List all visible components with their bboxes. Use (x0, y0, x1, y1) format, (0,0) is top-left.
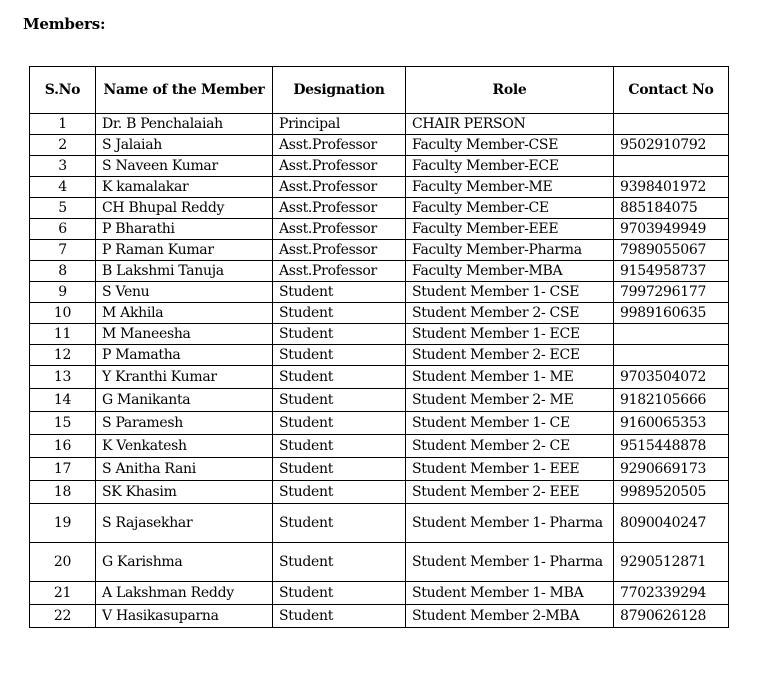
table-row (30, 412, 729, 435)
cell-contact: 9502910792 (614, 135, 729, 156)
cell-name: P Bharathi (96, 219, 273, 240)
cell-sno: 17 (30, 458, 96, 481)
table-header-row (30, 67, 729, 114)
cell-name: G Karishma (96, 543, 273, 582)
table-row (30, 504, 729, 543)
cell-designation: Asst.Professor (273, 135, 406, 156)
cell-role: Student Member 1- MBA (406, 582, 614, 605)
cell-sno: 10 (30, 303, 96, 324)
cell-sno: 2 (30, 135, 96, 156)
cell-name: P Mamatha (96, 345, 273, 366)
cell-role: Student Member 2- EEE (406, 481, 614, 504)
cell-name: V Hasikasuparna (96, 605, 273, 628)
cell-designation: Student (273, 481, 406, 504)
table-row (30, 605, 729, 628)
cell-contact: 885184075 (614, 198, 729, 219)
cell-contact: 9703949949 (614, 219, 729, 240)
cell-sno: 3 (30, 156, 96, 177)
table-row (30, 345, 729, 366)
cell-name: CH Bhupal Reddy (96, 198, 273, 219)
cell-name: SK Khasim (96, 481, 273, 504)
cell-contact: 8090040247 (614, 504, 729, 543)
cell-contact: 9182105666 (614, 389, 729, 412)
cell-sno: 9 (30, 282, 96, 303)
cell-name: G Manikanta (96, 389, 273, 412)
cell-name: Dr. B Penchalaiah (96, 114, 273, 135)
cell-contact: 7989055067 (614, 240, 729, 261)
cell-role: Faculty Member-ECE (406, 156, 614, 177)
cell-role: Student Member 2- CSE (406, 303, 614, 324)
cell-role: Student Member 2-MBA (406, 605, 614, 628)
cell-contact: 7997296177 (614, 282, 729, 303)
column-header-contact: Contact No (614, 67, 729, 114)
cell-designation: Student (273, 366, 406, 389)
cell-sno: 7 (30, 240, 96, 261)
cell-sno: 15 (30, 412, 96, 435)
table-row (30, 114, 729, 135)
cell-designation: Asst.Professor (273, 219, 406, 240)
cell-role: Student Member 1- ME (406, 366, 614, 389)
cell-contact: 9989520505 (614, 481, 729, 504)
cell-designation: Student (273, 582, 406, 605)
cell-sno: 5 (30, 198, 96, 219)
cell-name: B Lakshmi Tanuja (96, 261, 273, 282)
members-table (29, 66, 729, 628)
cell-sno: 20 (30, 543, 96, 582)
cell-designation: Student (273, 543, 406, 582)
table-row (30, 458, 729, 481)
cell-designation: Student (273, 412, 406, 435)
cell-name: K kamalakar (96, 177, 273, 198)
table-row (30, 389, 729, 412)
cell-role: Student Member 1- CE (406, 412, 614, 435)
cell-name: S Anitha Rani (96, 458, 273, 481)
cell-contact: 9398401972 (614, 177, 729, 198)
cell-contact: 9154958737 (614, 261, 729, 282)
table-row (30, 198, 729, 219)
cell-contact (614, 156, 729, 177)
cell-contact: 9989160635 (614, 303, 729, 324)
cell-role: Faculty Member-EEE (406, 219, 614, 240)
cell-designation: Asst.Professor (273, 156, 406, 177)
cell-name: S Naveen Kumar (96, 156, 273, 177)
table-row (30, 282, 729, 303)
cell-role: Faculty Member-CSE (406, 135, 614, 156)
cell-designation: Student (273, 389, 406, 412)
cell-name: S Jalaiah (96, 135, 273, 156)
cell-role: Student Member 1- EEE (406, 458, 614, 481)
cell-role: Student Member 2- ME (406, 389, 614, 412)
table-body (30, 114, 729, 628)
cell-sno: 16 (30, 435, 96, 458)
cell-sno: 14 (30, 389, 96, 412)
cell-sno: 22 (30, 605, 96, 628)
page-heading: Members: (23, 15, 106, 33)
table-row (30, 177, 729, 198)
cell-sno: 11 (30, 324, 96, 345)
column-header-name: Name of the Member (96, 67, 273, 114)
table-row (30, 435, 729, 458)
table-row (30, 481, 729, 504)
table-row (30, 261, 729, 282)
cell-contact: 9703504072 (614, 366, 729, 389)
cell-designation: Asst.Professor (273, 240, 406, 261)
cell-sno: 4 (30, 177, 96, 198)
column-header-role: Role (406, 67, 614, 114)
cell-contact: 7702339294 (614, 582, 729, 605)
cell-designation: Student (273, 435, 406, 458)
table-row (30, 156, 729, 177)
cell-name: Y Kranthi Kumar (96, 366, 273, 389)
cell-sno: 1 (30, 114, 96, 135)
cell-role: Student Member 1- CSE (406, 282, 614, 303)
cell-contact: 9290512871 (614, 543, 729, 582)
table-row (30, 543, 729, 582)
column-header-designation: Designation (273, 67, 406, 114)
cell-sno: 13 (30, 366, 96, 389)
cell-name: M Akhila (96, 303, 273, 324)
cell-role: Student Member 1- Pharma (406, 543, 614, 582)
cell-sno: 21 (30, 582, 96, 605)
cell-contact: 9290669173 (614, 458, 729, 481)
column-header-sno: S.No (30, 67, 96, 114)
cell-sno: 12 (30, 345, 96, 366)
cell-role: Faculty Member-MBA (406, 261, 614, 282)
cell-sno: 19 (30, 504, 96, 543)
cell-designation: Student (273, 504, 406, 543)
cell-designation: Principal (273, 114, 406, 135)
table-row (30, 324, 729, 345)
cell-name: A Lakshman Reddy (96, 582, 273, 605)
cell-role: Faculty Member-CE (406, 198, 614, 219)
cell-role: Faculty Member-ME (406, 177, 614, 198)
cell-designation: Student (273, 324, 406, 345)
cell-contact: 8790626128 (614, 605, 729, 628)
cell-role: Student Member 2- CE (406, 435, 614, 458)
table-row (30, 135, 729, 156)
cell-sno: 8 (30, 261, 96, 282)
cell-contact (614, 114, 729, 135)
cell-designation: Student (273, 345, 406, 366)
cell-role: Faculty Member-Pharma (406, 240, 614, 261)
cell-contact (614, 345, 729, 366)
cell-designation: Student (273, 303, 406, 324)
table-row (30, 240, 729, 261)
cell-designation: Asst.Professor (273, 198, 406, 219)
table-row (30, 219, 729, 240)
cell-name: K Venkatesh (96, 435, 273, 458)
cell-designation: Student (273, 458, 406, 481)
cell-contact: 9515448878 (614, 435, 729, 458)
cell-name: P Raman Kumar (96, 240, 273, 261)
cell-role: Student Member 1- ECE (406, 324, 614, 345)
cell-role: Student Member 2- ECE (406, 345, 614, 366)
cell-contact: 9160065353 (614, 412, 729, 435)
cell-role: CHAIR PERSON (406, 114, 614, 135)
cell-name: M Maneesha (96, 324, 273, 345)
table-row (30, 303, 729, 324)
cell-role: Student Member 1- Pharma (406, 504, 614, 543)
table-row (30, 582, 729, 605)
cell-name: S Venu (96, 282, 273, 303)
cell-sno: 6 (30, 219, 96, 240)
cell-name: S Rajasekhar (96, 504, 273, 543)
cell-designation: Asst.Professor (273, 261, 406, 282)
cell-designation: Asst.Professor (273, 177, 406, 198)
table-row (30, 366, 729, 389)
cell-name: S Paramesh (96, 412, 273, 435)
cell-designation: Student (273, 605, 406, 628)
cell-sno: 18 (30, 481, 96, 504)
cell-designation: Student (273, 282, 406, 303)
cell-contact (614, 324, 729, 345)
